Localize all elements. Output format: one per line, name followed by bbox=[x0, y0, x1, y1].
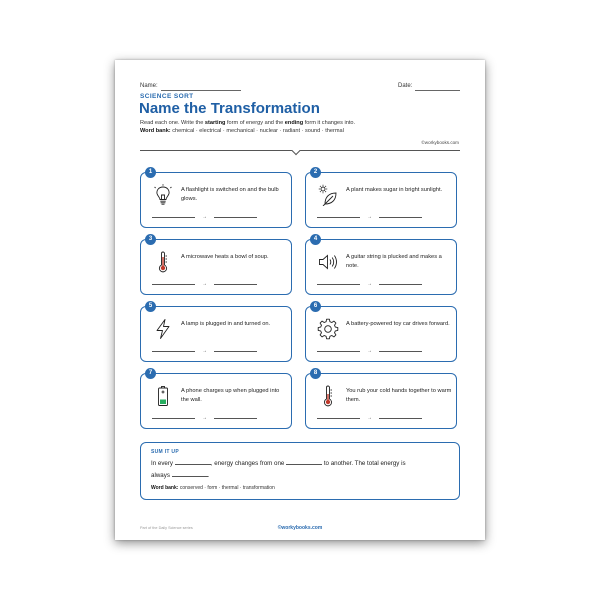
arrow-icon: → bbox=[202, 415, 207, 421]
start-answer-field[interactable] bbox=[317, 284, 360, 285]
card-4 bbox=[305, 236, 457, 295]
sum-it-up-box bbox=[140, 442, 460, 500]
card-number: 8 bbox=[310, 368, 321, 379]
sum-sentence-1 bbox=[151, 460, 406, 467]
word-bank bbox=[140, 128, 344, 134]
sum-text: , energy changes from one bbox=[210, 460, 285, 467]
end-answer-field[interactable] bbox=[214, 217, 257, 218]
card-text: A guitar string is plucked and makes a note. bbox=[346, 254, 442, 269]
worksheet-page bbox=[115, 60, 485, 540]
name-label: Name: bbox=[140, 83, 158, 89]
gear-icon bbox=[317, 318, 339, 340]
card-number: 6 bbox=[310, 301, 321, 312]
date-field[interactable] bbox=[415, 90, 460, 91]
date-label: Date: bbox=[398, 83, 413, 89]
start-answer-field[interactable] bbox=[152, 351, 195, 352]
card-text: A battery-powered toy car drives forward. bbox=[346, 321, 450, 327]
footer-series: Part of the Daily Science series bbox=[140, 526, 193, 530]
instructions-bold: starting bbox=[204, 120, 226, 126]
card-1 bbox=[140, 169, 292, 228]
arrow-icon: → bbox=[202, 281, 207, 287]
card-text: A plant makes sugar in bright sunlight. bbox=[346, 187, 443, 193]
sum-text: In every bbox=[151, 460, 174, 467]
card-7 bbox=[140, 370, 292, 429]
end-answer-field[interactable] bbox=[214, 351, 257, 352]
kicker: SCIENCE SORT bbox=[140, 93, 194, 100]
sum-word-bank-words: conserved · form · thermal · transformation bbox=[179, 485, 275, 491]
blank-field[interactable] bbox=[286, 464, 322, 465]
word-bank-label: Word bank: bbox=[140, 128, 171, 134]
card-number: 1 bbox=[145, 167, 156, 178]
start-answer-field[interactable] bbox=[317, 217, 360, 218]
sum-text: always bbox=[151, 472, 170, 479]
card-number: 4 bbox=[310, 234, 321, 245]
card-text: You rub your cold hands together to warm them. bbox=[346, 388, 452, 403]
arrow-icon: → bbox=[202, 348, 207, 354]
card-text: A phone charges up when plugged into the wall. bbox=[181, 388, 280, 403]
divider-notch bbox=[292, 146, 300, 154]
sum-text: . bbox=[207, 472, 210, 479]
battery-icon bbox=[152, 385, 174, 407]
end-answer-field[interactable] bbox=[379, 351, 422, 352]
start-answer-field[interactable] bbox=[152, 418, 195, 419]
lightning-icon bbox=[152, 318, 174, 340]
name-date-row bbox=[140, 83, 460, 93]
instructions bbox=[140, 120, 355, 126]
thermometer-icon bbox=[317, 385, 339, 407]
card-number: 5 bbox=[145, 301, 156, 312]
instructions-bold: ending bbox=[284, 120, 304, 126]
brand-top: ©workybooks.com bbox=[421, 140, 459, 145]
end-answer-field[interactable] bbox=[214, 284, 257, 285]
card-5 bbox=[140, 303, 292, 362]
instructions-part: Read each one. Write the bbox=[140, 120, 205, 126]
start-answer-field[interactable] bbox=[152, 217, 195, 218]
card-text: A lamp is plugged in and turned on. bbox=[181, 321, 271, 327]
end-answer-field[interactable] bbox=[379, 418, 422, 419]
instructions-part: form of energy and the bbox=[225, 120, 285, 126]
blank-field[interactable] bbox=[175, 464, 211, 465]
speaker-icon bbox=[317, 251, 339, 273]
end-answer-field[interactable] bbox=[214, 418, 257, 419]
card-number: 2 bbox=[310, 167, 321, 178]
card-6 bbox=[305, 303, 457, 362]
word-bank-words: chemical · electrical · mechanical · nuclear · radiant · sound · thermal bbox=[172, 128, 344, 134]
arrow-icon: → bbox=[367, 348, 372, 354]
arrow-icon: → bbox=[367, 281, 372, 287]
arrow-icon: → bbox=[367, 214, 372, 220]
arrow-icon: → bbox=[202, 214, 207, 220]
leaf-sun-icon bbox=[317, 184, 339, 206]
start-answer-field[interactable] bbox=[152, 284, 195, 285]
start-answer-field[interactable] bbox=[317, 351, 360, 352]
name-field[interactable] bbox=[161, 90, 241, 91]
sum-word-bank bbox=[151, 485, 275, 491]
page-title: Name the Transformation bbox=[139, 100, 320, 117]
start-answer-field[interactable] bbox=[317, 418, 360, 419]
footer-brand[interactable]: ©workybooks.com bbox=[277, 525, 323, 531]
card-number: 7 bbox=[145, 368, 156, 379]
card-text: A flashlight is switched on and the bulb glows. bbox=[181, 187, 279, 202]
card-8 bbox=[305, 370, 457, 429]
card-number: 3 bbox=[145, 234, 156, 245]
card-text: A microwave heats a bowl of soup. bbox=[181, 254, 269, 260]
end-answer-field[interactable] bbox=[379, 217, 422, 218]
lightbulb-icon bbox=[152, 184, 174, 206]
sum-it-up-title: SUM IT UP bbox=[151, 449, 179, 455]
blank-field[interactable] bbox=[172, 476, 208, 477]
end-answer-field[interactable] bbox=[379, 284, 422, 285]
sum-text: to another. The total energy is bbox=[323, 460, 406, 467]
sum-sentence-2 bbox=[151, 472, 209, 479]
card-2 bbox=[305, 169, 457, 228]
instructions-part: form it changes into. bbox=[303, 120, 356, 126]
sum-word-bank-label: Word bank: bbox=[151, 485, 179, 491]
arrow-icon: → bbox=[367, 415, 372, 421]
card-3 bbox=[140, 236, 292, 295]
thermometer-icon bbox=[152, 251, 174, 273]
